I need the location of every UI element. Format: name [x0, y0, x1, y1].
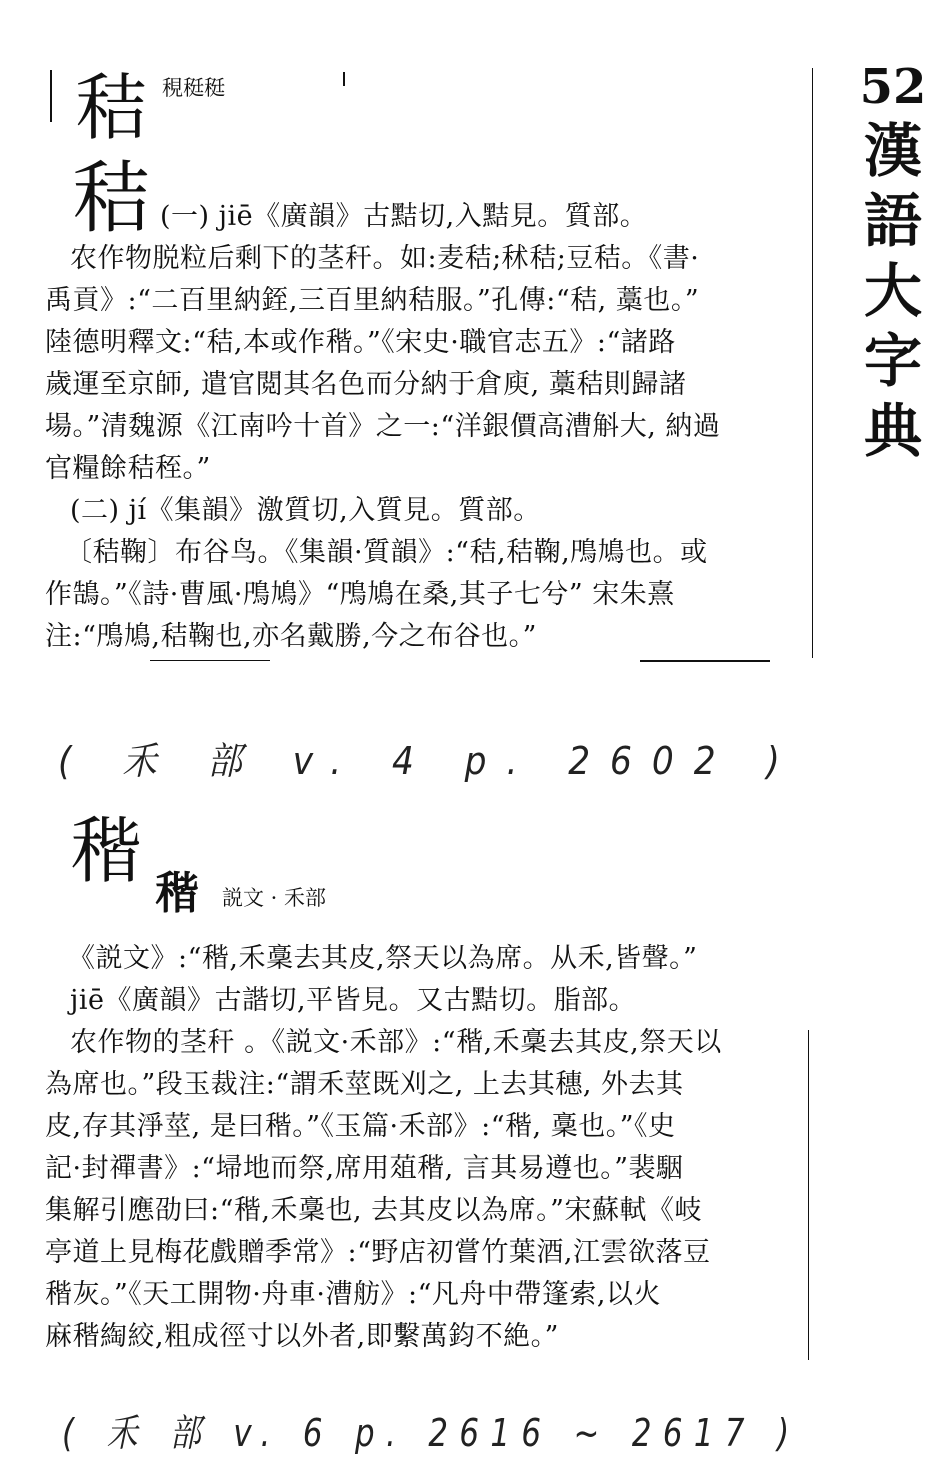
title-char: 漢: [863, 117, 922, 185]
entry2-head: 稭: [70, 809, 143, 893]
entry2-line: 《説文》:“稭,禾稾去其皮,祭天以為席。从禾,皆聲。”: [68, 943, 698, 974]
page-number: 52: [859, 59, 927, 115]
title-char: 字: [863, 327, 922, 395]
title-char: 語: [863, 187, 922, 255]
dictionary-title: [858, 58, 928, 466]
entry2-line: 麻稭綯絞,粗成徑寸以外者,即繫萬鈞不絶。”: [45, 1321, 559, 1352]
entry2-line: 稭灰。”《天工開物·舟車·漕舫》:“凡舟中帶篷索,以火: [45, 1279, 661, 1310]
clip-border-bottom: [640, 660, 770, 662]
entry1-line: (一) jiē《廣韻》古黠切,入黠見。質部。: [160, 201, 648, 232]
clip-border-right: [812, 68, 813, 658]
clip-border-right: [808, 1030, 809, 1360]
entry2-source: 説文 · 禾部: [222, 886, 327, 910]
entry1-line: 陸德明釋文:“秸,本或作稭。”《宋史·職官志五》:“諸路: [45, 327, 676, 358]
handwritten-note: ( 禾 部 v. 4 p. 2602 ): [58, 739, 800, 783]
handwritten-note: ( 禾 部 v. 6 p. 2616 ~ 2617 ): [62, 1411, 801, 1455]
entry1-line: 农作物脱粒后剩下的茎秆。如:麦秸;秫秸;豆秸。《書·: [70, 243, 700, 274]
entry2-line: 皮,存其淨莖, 是曰稭。”《玉篇·禾部》:“稭, 稾也。”《史: [45, 1111, 676, 1142]
clip-border-left: [50, 70, 52, 122]
entry1-head: 秸: [72, 154, 151, 244]
clip-border-bottom: [150, 660, 270, 661]
entry2-line: 為席也。”段玉裁注:“謂禾莖既刈之, 上去其穗, 外去其: [45, 1069, 684, 1100]
entry1-line: (二) jí《集韻》激質切,入質見。質部。: [70, 495, 541, 526]
clip-border-mark: [343, 72, 345, 86]
entry1-head-small: 秸: [75, 66, 148, 150]
entry2-line: 記·封禪書》:“埽地而祭,席用葅稭, 言其易遵也。”裴駰: [45, 1153, 684, 1184]
entry1-line: 注:“鳲鳩,秸鞠也,亦名戴勝,今之布谷也。”: [45, 621, 537, 652]
entry2-line: 农作物的茎秆 。《説文·禾部》:“稭,禾稾去其皮,祭天以: [70, 1027, 722, 1058]
title-char: 大: [863, 257, 922, 325]
entry1-line: 禹貢》:“二百里納銍,三百里納秸服。”孔傳:“秸, 藁也。”: [45, 285, 700, 316]
entry2-line: 亭道上見梅花戲贈季常》:“野店初嘗竹葉酒,江雲欲落豆: [45, 1237, 711, 1268]
entry1-line: 場。”清魏源《江南吟十首》之一:“洋銀價高漕斛大, 納過: [45, 411, 721, 442]
entry1-line: 歲運至京師, 遣官閲其名色而分納于倉庾, 藁秸則歸諸: [45, 369, 687, 400]
entry2-line: jiē《廣韻》古諧切,平皆見。又古黠切。脂部。: [70, 985, 637, 1016]
entry1-line: 官糧餘秸秷。”: [45, 453, 211, 484]
entry2-line: 集解引應劭曰:“稭,禾稾也, 去其皮以為席。”宋蘇軾《岐: [45, 1195, 702, 1226]
entry1-line: 作鵠。”《詩·曹風·鳲鳩》“鳲鳩在桑,其子七兮” 宋朱熹: [45, 579, 675, 610]
title-char: 典: [863, 397, 922, 465]
entry1-line: 〔秸鞠〕布谷鸟。《集韻·質韻》:“秸,秸鞠,鳲鳩也。或: [65, 537, 708, 568]
entry2-seal-script: 稭: [155, 868, 199, 919]
entry1-variants: 䅐䅍䅍: [162, 76, 225, 100]
